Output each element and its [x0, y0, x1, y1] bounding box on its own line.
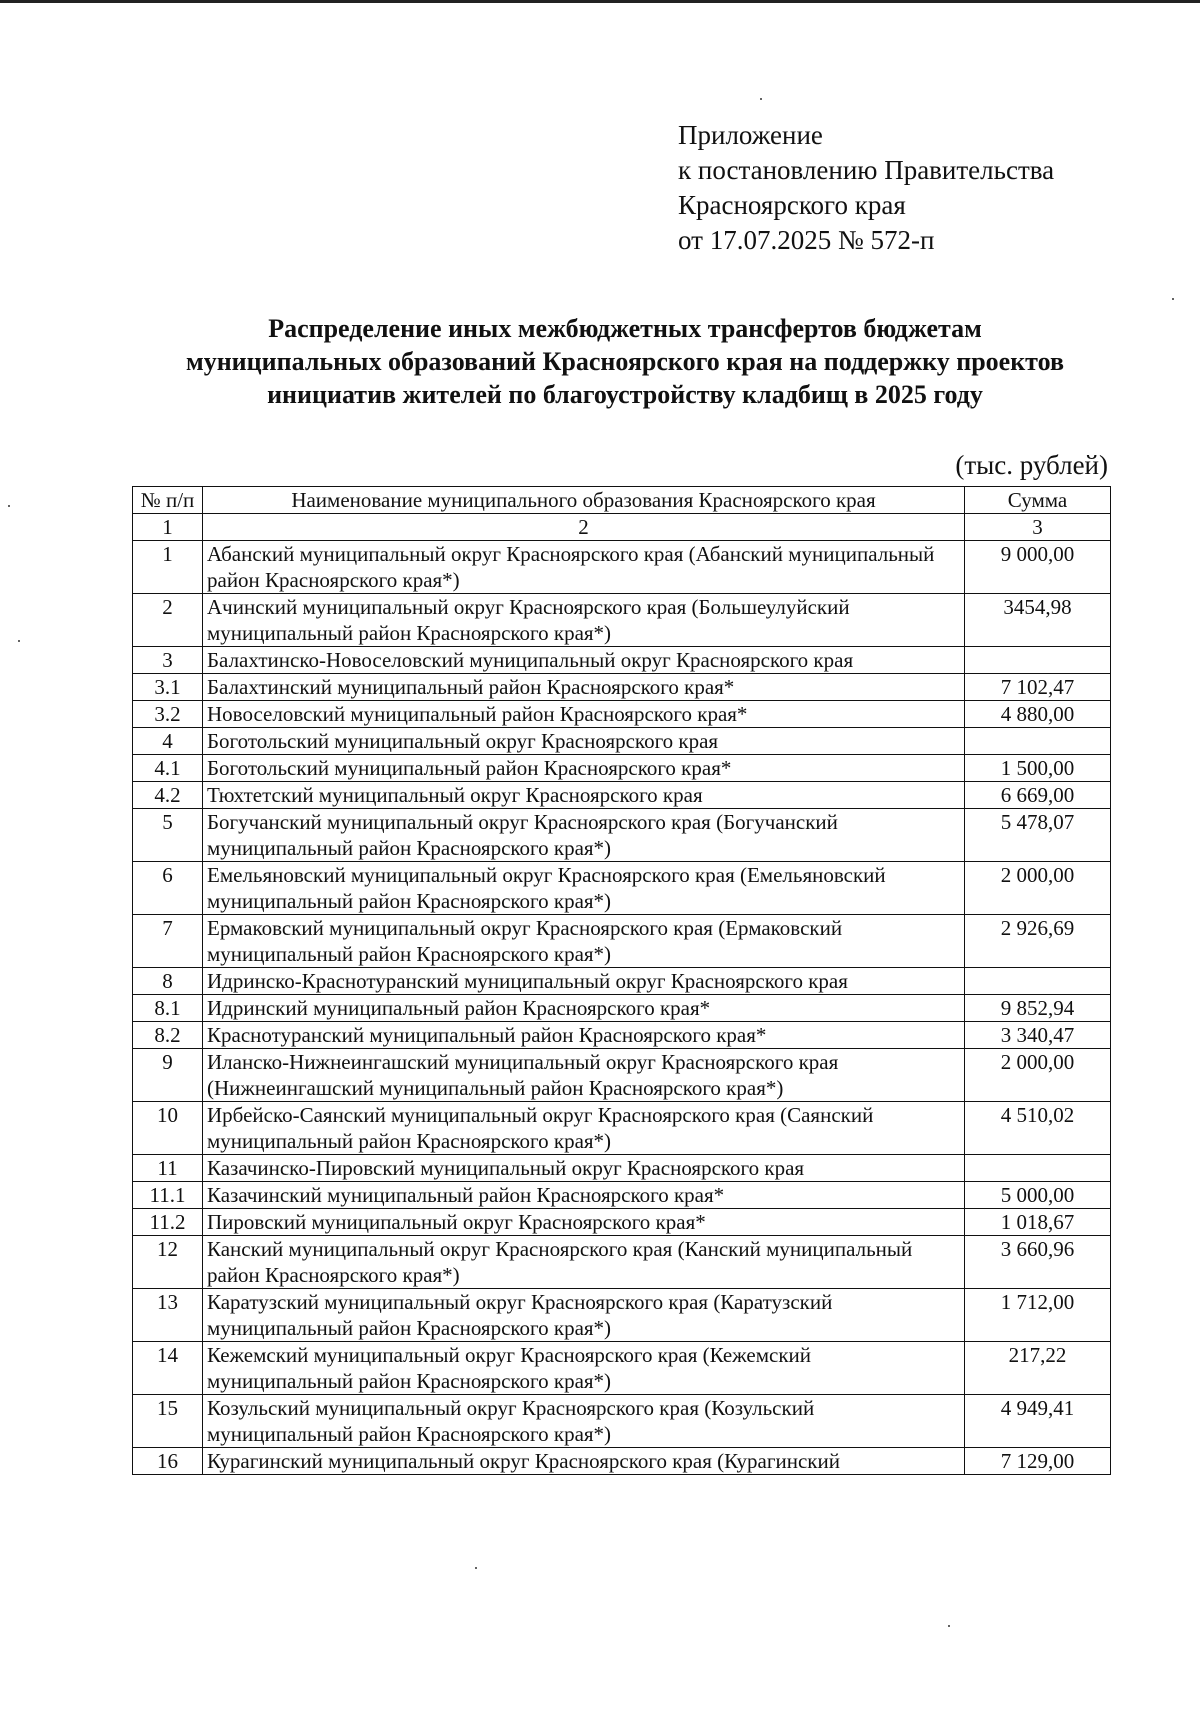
row-number: 8.2 [133, 1022, 203, 1049]
row-number: 4.2 [133, 782, 203, 809]
municipality-name: Ермаковский муниципальный округ Красноярского края (Ермаковский муниципальный район Красноярского края*) [203, 915, 965, 968]
scan-speck [475, 1567, 477, 1569]
document-title [100, 312, 1150, 411]
row-number: 11 [133, 1155, 203, 1182]
row-number: 4 [133, 728, 203, 755]
amount: 1 018,67 [965, 1209, 1111, 1236]
row-number: 14 [133, 1342, 203, 1395]
amount: 9 000,00 [965, 541, 1111, 594]
appendix-line-1: Приложение [678, 120, 823, 150]
row-number: 2 [133, 594, 203, 647]
amount: 2 926,69 [965, 915, 1111, 968]
amount: 2 000,00 [965, 862, 1111, 915]
municipality-name: Пировский муниципальный округ Красноярского края* [203, 1209, 965, 1236]
municipality-name: Курагинский муниципальный округ Красноярского края (Курагинский [203, 1448, 965, 1475]
municipality-name: Канский муниципальный округ Красноярского края (Канский муниципальный район Красноярского края*) [203, 1236, 965, 1289]
table-header-row [133, 487, 1111, 514]
row-number: 11.1 [133, 1182, 203, 1209]
appendix-line-4: от 17.07.2025 № 572-п [678, 225, 935, 255]
scan-speck [18, 640, 20, 642]
row-number: 1 [133, 541, 203, 594]
table-row [133, 1209, 1111, 1236]
municipality-name: Иланско-Нижнеингашский муниципальный округ Красноярского края (Нижнеингашский муниципальный район Красноярского края*) [203, 1049, 965, 1102]
table-row [133, 1182, 1111, 1209]
amount: 3 340,47 [965, 1022, 1111, 1049]
municipality-name: Ирбейско-Саянский муниципальный округ Красноярского края (Саянский муниципальный район Красноярского края*) [203, 1102, 965, 1155]
table-row [133, 647, 1111, 674]
table-index-row [133, 514, 1111, 541]
units-label: (тыс. рублей) [955, 450, 1108, 480]
amount: 4 510,02 [965, 1102, 1111, 1155]
header-num: № п/п [133, 487, 203, 514]
table-row [133, 541, 1111, 594]
scan-top-edge [0, 0, 1200, 3]
municipality-name: Краснотуранский муниципальный район Красноярского края* [203, 1022, 965, 1049]
table-row [133, 862, 1111, 915]
row-number: 8 [133, 968, 203, 995]
table-row [133, 755, 1111, 782]
scan-speck [8, 505, 10, 507]
municipality-name: Новоселовский муниципальный район Красноярского края* [203, 701, 965, 728]
row-number: 4.1 [133, 755, 203, 782]
municipality-name: Боготольский муниципальный район Красноярского края* [203, 755, 965, 782]
table-row [133, 594, 1111, 647]
row-number: 9 [133, 1049, 203, 1102]
amount: 1 500,00 [965, 755, 1111, 782]
scan-speck [1172, 298, 1174, 300]
appendix-block [678, 118, 1054, 258]
distribution-table [132, 486, 1111, 1475]
row-number: 8.1 [133, 995, 203, 1022]
municipality-name: Ачинский муниципальный округ Красноярского края (Большеулуйский муниципальный район Красноярского края*) [203, 594, 965, 647]
municipality-name: Балахтинско-Новоселовский муниципальный округ Красноярского края [203, 647, 965, 674]
table-row [133, 1395, 1111, 1448]
table-row [133, 1049, 1111, 1102]
table-row [133, 1236, 1111, 1289]
table-row [133, 1289, 1111, 1342]
row-number: 10 [133, 1102, 203, 1155]
row-number: 3 [133, 647, 203, 674]
amount: 7 129,00 [965, 1448, 1111, 1475]
table-row [133, 1342, 1111, 1395]
row-number: 12 [133, 1236, 203, 1289]
municipality-name: Емельяновский муниципальный округ Красноярского края (Емельяновский муниципальный район Красноярского края*) [203, 862, 965, 915]
scan-speck [760, 98, 762, 100]
index-col-1: 1 [133, 514, 203, 541]
municipality-name: Боготольский муниципальный округ Красноярского края [203, 728, 965, 755]
amount: 5 000,00 [965, 1182, 1111, 1209]
row-number: 6 [133, 862, 203, 915]
header-sum: Сумма [965, 487, 1111, 514]
amount: 4 949,41 [965, 1395, 1111, 1448]
table-row [133, 1155, 1111, 1182]
municipality-name: Тюхтетский муниципальный округ Красноярского края [203, 782, 965, 809]
table-row [133, 995, 1111, 1022]
index-col-3: 3 [965, 514, 1111, 541]
amount [965, 1155, 1111, 1182]
amount [965, 968, 1111, 995]
amount: 3454,98 [965, 594, 1111, 647]
municipality-name: Идринско-Краснотуранский муниципальный округ Красноярского края [203, 968, 965, 995]
table-row [133, 968, 1111, 995]
municipality-name: Казачинско-Пировский муниципальный округ Красноярского края [203, 1155, 965, 1182]
amount: 217,22 [965, 1342, 1111, 1395]
row-number: 3.1 [133, 674, 203, 701]
municipality-name: Козульский муниципальный округ Красноярского края (Козульский муниципальный район Красноярского края*) [203, 1395, 965, 1448]
row-number: 15 [133, 1395, 203, 1448]
table-row [133, 674, 1111, 701]
row-number: 3.2 [133, 701, 203, 728]
municipality-name: Каратузский муниципальный округ Красноярского края (Каратузский муниципальный район Красноярского края*) [203, 1289, 965, 1342]
row-number: 7 [133, 915, 203, 968]
header-name: Наименование муниципального образования Красноярского края [203, 487, 965, 514]
municipality-name: Казачинский муниципальный район Красноярского края* [203, 1182, 965, 1209]
index-col-2: 2 [203, 514, 965, 541]
table-row [133, 915, 1111, 968]
amount: 9 852,94 [965, 995, 1111, 1022]
appendix-line-2: к постановлению Правительства [678, 155, 1055, 185]
amount: 4 880,00 [965, 701, 1111, 728]
municipality-name: Идринский муниципальный район Красноярского края* [203, 995, 965, 1022]
amount [965, 647, 1111, 674]
municipality-name: Абанский муниципальный округ Красноярского края (Абанский муниципальный район Красноярского края*) [203, 541, 965, 594]
row-number: 5 [133, 809, 203, 862]
municipality-name: Кежемский муниципальный округ Красноярского края (Кежемский муниципальный район Красноярского края*) [203, 1342, 965, 1395]
appendix-line-3: Красноярского края [678, 190, 906, 220]
table-row [133, 782, 1111, 809]
title-line-2: муниципальных образований Красноярского края на поддержку проектов [185, 347, 1065, 376]
table-row [133, 1102, 1111, 1155]
title-line-3: инициатив жителей по благоустройству кладбищ в 2025 году [267, 380, 983, 409]
row-number: 16 [133, 1448, 203, 1475]
amount: 3 660,96 [965, 1236, 1111, 1289]
municipality-name: Богучанский муниципальный округ Красноярского края (Богучанский муниципальный район Красноярского края*) [203, 809, 965, 862]
amount: 2 000,00 [965, 1049, 1111, 1102]
amount: 7 102,47 [965, 674, 1111, 701]
table-row [133, 701, 1111, 728]
table-row [133, 809, 1111, 862]
amount: 6 669,00 [965, 782, 1111, 809]
title-line-1: Распределение иных межбюджетных трансфертов бюджетам [268, 314, 982, 343]
row-number: 11.2 [133, 1209, 203, 1236]
amount [965, 728, 1111, 755]
amount: 1 712,00 [965, 1289, 1111, 1342]
scan-speck [948, 1625, 950, 1627]
table-row [133, 1448, 1111, 1475]
table-row [133, 728, 1111, 755]
row-number: 13 [133, 1289, 203, 1342]
table-row [133, 1022, 1111, 1049]
amount: 5 478,07 [965, 809, 1111, 862]
municipality-name: Балахтинский муниципальный район Красноярского края* [203, 674, 965, 701]
